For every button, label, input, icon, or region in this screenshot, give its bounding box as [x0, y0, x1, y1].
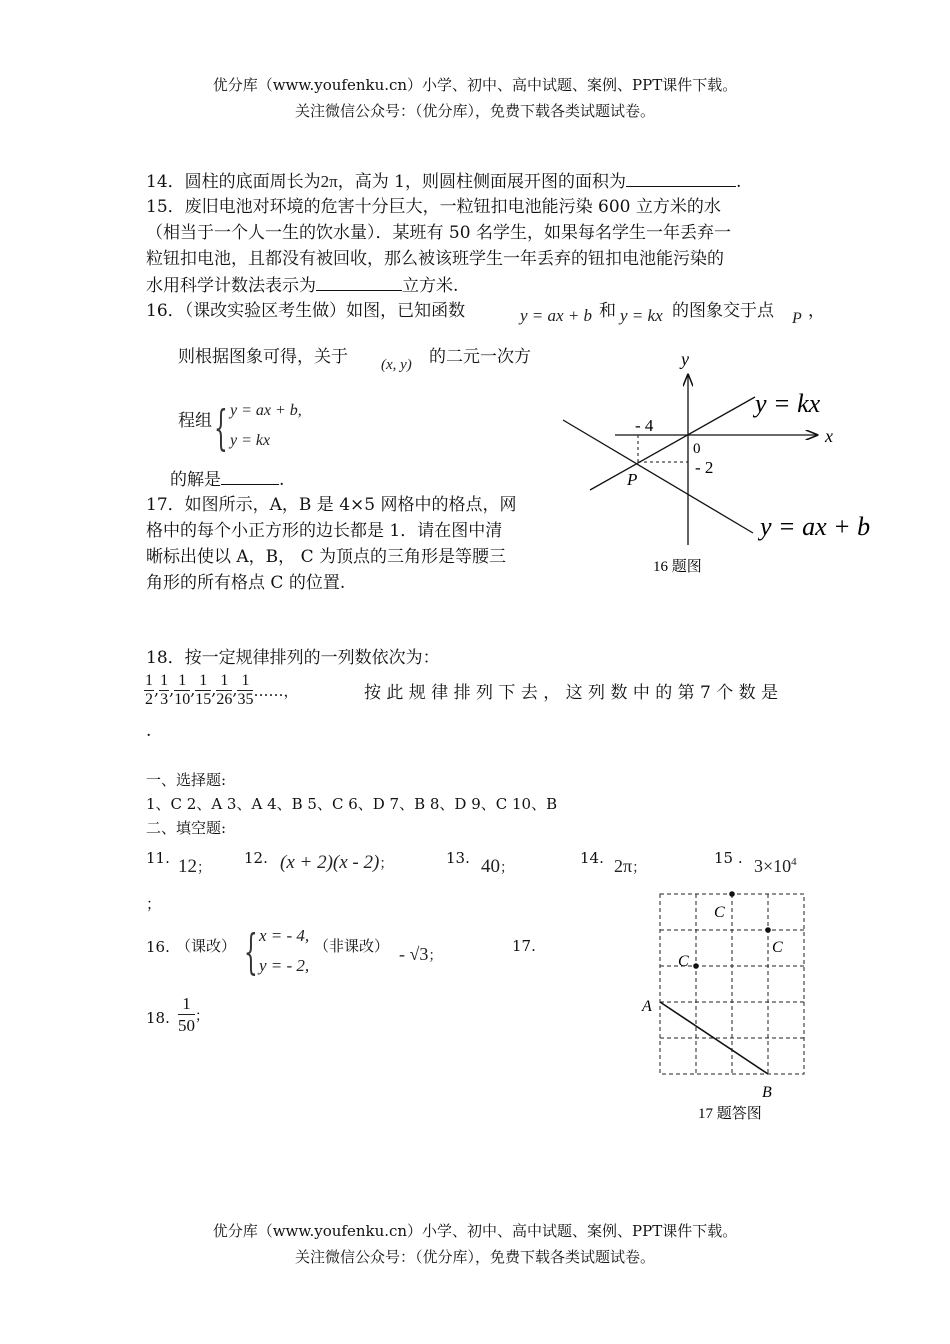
q18-frac-5: $\frac{1}{26}$ [216, 672, 233, 708]
a16-brace: { [244, 924, 258, 980]
q17-line-4: 角形的所有格点 C 的位置. [146, 573, 346, 593]
q18-frac-4: $\frac{1}{15}$ [195, 672, 212, 708]
q18-dots: ……， [253, 682, 299, 700]
a16-x: x = - 4, [259, 926, 310, 945]
fig16-tick-x: - 4 [635, 416, 654, 435]
q15-answer-blank[interactable] [316, 272, 402, 291]
a11-label: 11. [146, 849, 170, 867]
q16-line-3: 程组 [178, 411, 212, 431]
q14-text-a: 14．圆柱的底面周长为 [146, 172, 321, 192]
q14-text-b: ，高为 1，则圆柱侧面展开图的面积为 [337, 172, 626, 192]
fig16-point-p: P [627, 470, 638, 489]
footer-line-2: 关注微信公众号：（优分库），免费下载各类试题试卷。 [294, 1248, 655, 1266]
q16-brace: { [214, 400, 228, 456]
fig16-x-label: x [825, 426, 833, 446]
q18-frac-1: $\frac{1}{2}$ [145, 672, 153, 708]
q16-answer-blank[interactable] [221, 466, 279, 485]
q16-xy: (x, y) [381, 357, 412, 373]
q16-and: 和 [599, 301, 616, 321]
answers-section-1: 一、选择题: [146, 771, 227, 789]
fig16-line-kx [590, 397, 755, 490]
a11-value: 12； [178, 856, 211, 877]
q16-eq-2: y = kx [230, 432, 271, 449]
q18-frac-2: $\frac{1}{3}$ [160, 672, 169, 708]
a12-value: (x + 2)(x - 2)； [280, 852, 394, 873]
q15-line-4-a: 水用科学计数法表示为 [146, 276, 316, 296]
q15-line-4 [146, 272, 458, 299]
q16-point-p: P [792, 310, 802, 327]
q14-end: . [735, 172, 742, 192]
answers-choices: 1、C 2、A 3、A 4、B 5、C 6、D 7、B 8、D 9、C 10、B [146, 795, 558, 813]
q17-line-2: 格中的每个小正方形的边长都是 1．请在图中清 [146, 521, 503, 541]
a12-label: 12. [244, 849, 268, 867]
fig16-tick-y: - 2 [695, 458, 714, 477]
q16-comma: ， [808, 301, 825, 321]
q16-line-4-a: 的解是 [170, 470, 221, 490]
q16-formula-1: y = ax + b [520, 306, 593, 325]
answers-section-2: 二、填空题: [146, 819, 227, 837]
q16-line-2 [178, 344, 348, 370]
a16-kegai: （课改） [176, 937, 237, 955]
fig17-point-c-1[interactable] [729, 891, 735, 897]
fig17-label-c-2: C [772, 939, 783, 956]
fig16-y-label: y [681, 349, 689, 369]
q18-frac-3: $\frac{1}{10}$ [174, 672, 191, 708]
figure-17 [636, 884, 816, 1124]
a15-label: 15 . [714, 849, 743, 867]
fig17-point-c-3[interactable] [693, 963, 699, 969]
fig16-label-axb: y = ax + b [760, 512, 871, 541]
a13-value: 40； [481, 856, 514, 877]
q16-line-1 [146, 298, 465, 324]
a17-label: 17. [512, 937, 536, 955]
q14-pi: 2π [320, 172, 338, 191]
q14-answer-blank[interactable] [626, 168, 736, 187]
question-14 [146, 168, 741, 195]
fig17-point-c-2[interactable] [765, 927, 771, 933]
q16-text-b: 的图象交于点 [672, 301, 774, 321]
q16-line-4 [170, 466, 284, 493]
figure-16 [555, 345, 871, 580]
fig16-line-axb [563, 420, 753, 533]
fig16-origin: 0 [693, 441, 701, 457]
q18-sequence: $\frac{1}{2}$ , $\frac{1}{3}$ , $\frac{1}{10}$ , $\frac{1}{15}$ , $\frac{1}{26}$ , $\frac{1}{35}$ ……， [145, 672, 299, 708]
q18-end: . [146, 721, 152, 741]
fig17-label-b: B [762, 1084, 772, 1101]
a15-semicolon: ； [146, 895, 162, 913]
a14-value: 2π； [614, 856, 647, 876]
a16-label: 16. [146, 938, 170, 956]
a16-alt: - √3； [399, 944, 443, 964]
q16-text-a: 16．（课改实验区考生做）如图，已知函数 [146, 301, 466, 321]
q17-line-1: 17．如图所示，A，B 是 4×5 网格中的格点，网 [146, 495, 517, 515]
q16-line-2-a: 则根据图象可得，关于 [178, 347, 348, 367]
fig17-label-a: A [642, 998, 652, 1015]
a18-value: $\frac{1}{50}$ ； [178, 994, 209, 1035]
a16-feikegai: （非课改） [314, 937, 390, 955]
fig17-caption: 17 题答图 [698, 1106, 762, 1122]
a16-y: y = - 2, [259, 956, 310, 975]
q15-line-4-b: 立方米. [402, 276, 459, 296]
q18-line-1: 18．按一定规律排列的一列数依次为： [146, 648, 440, 668]
q18-frac-6: $\frac{1}{35}$ [237, 672, 254, 708]
q15-line-1: 15．废旧电池对环境的危害十分巨大，一粒钮扣电池能污染 600 立方米的水 [146, 197, 721, 217]
fig17-label-c-1: C [714, 904, 725, 921]
header-line-1: 优分库（www.youfenku.cn）小学、初中、高中试题、案例、PPT课件下载。 [212, 76, 738, 94]
a13-label: 13. [446, 849, 470, 867]
a15-value: $3\times 10^4$ [754, 856, 797, 876]
fig16-label-kx: y = kx [755, 389, 821, 418]
fig16-caption: 16 题图 [653, 559, 702, 575]
q16-eq-1: y = ax + b, [230, 402, 302, 419]
q16-formula-2: y = kx [620, 306, 663, 325]
q15-line-2: （相当于一个人一生的饮水量）．某班有 50 名学生，如果每名学生一年丢弃一 [146, 223, 731, 243]
a18-label: 18. [146, 1009, 170, 1027]
fig17-label-c-3: C [678, 953, 689, 970]
q15-line-3: 粒钮扣电池，且都没有被回收，那么被该班学生一年丢弃的钮扣电池能污染的 [146, 249, 724, 269]
q17-line-3: 晰标出使以 A，B， C 为顶点的三角形是等腰三 [146, 547, 506, 567]
q16-line-2-b: 的二元一次方 [429, 347, 531, 367]
q16-line-4-b: . [279, 470, 285, 490]
header-line-2: 关注微信公众号：（优分库），免费下载各类试题试卷。 [294, 102, 655, 120]
footer-line-1: 优分库（www.youfenku.cn）小学、初中、高中试题、案例、PPT课件下载。 [212, 1222, 738, 1240]
q18-tail: 按 此 规 律 排 列 下 去 ， 这 列 数 中 的 第 7 个 数 是 [364, 683, 779, 703]
a14-label: 14. [580, 849, 604, 867]
